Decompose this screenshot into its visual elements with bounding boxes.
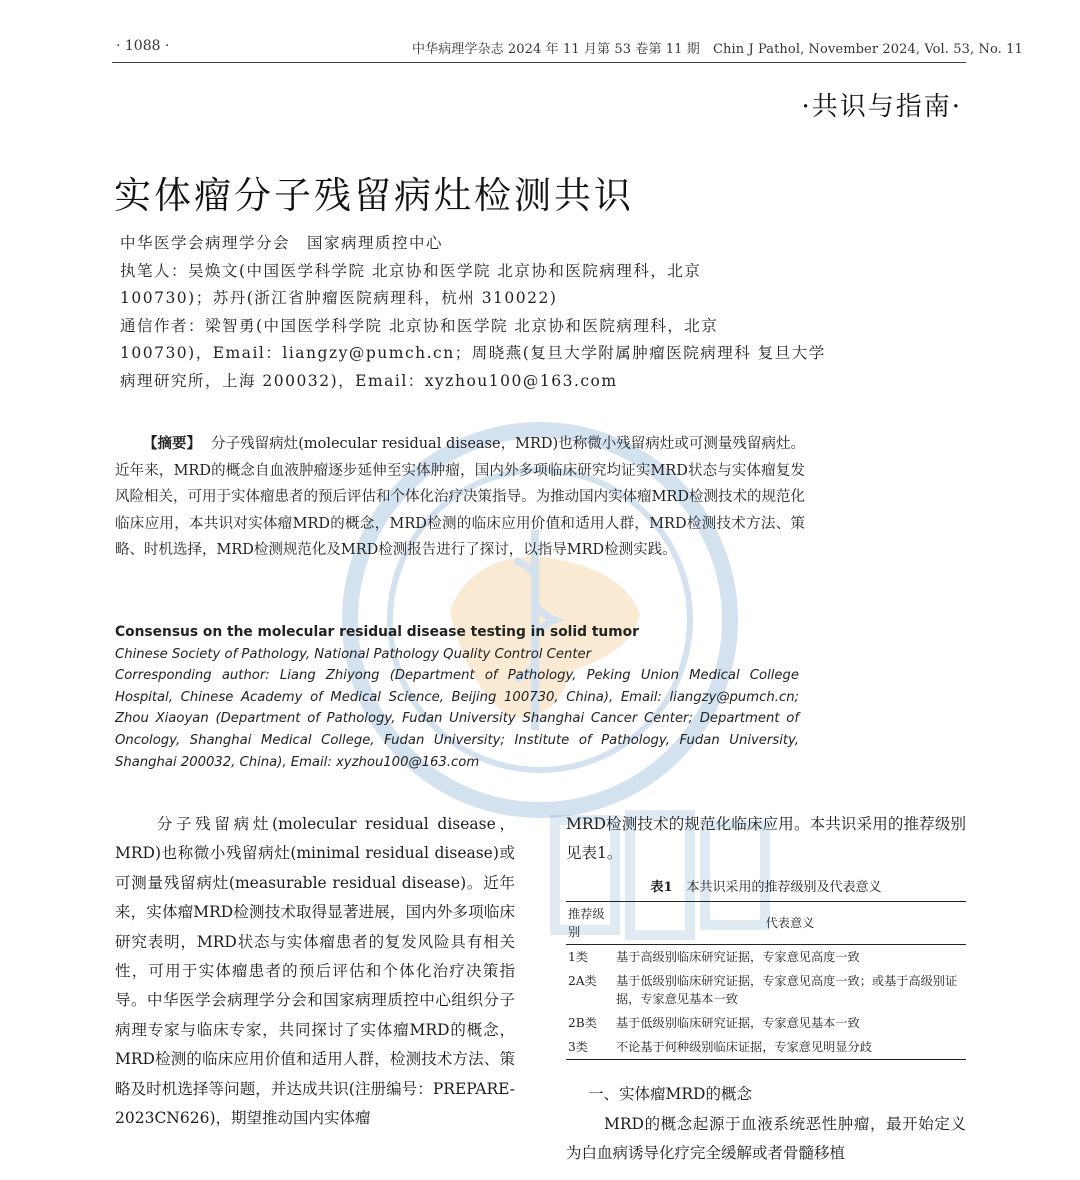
table-cell-meaning: 基于低级别临床研究证据，专家意见基本一致 <box>616 1016 860 1030</box>
recommendation-table <box>566 901 966 1060</box>
corresponding-line: 100730)，Email：liangzy@pumch.cn；周晓燕(复旦大学附属肿瘤医院病理科 复旦大学 <box>120 344 826 362</box>
corresponding-line: 通信作者：梁智勇(中国医学科学院 北京协和医学院 北京协和医院病理科，北京 <box>120 316 719 335</box>
table-1 <box>566 876 966 1060</box>
body-right-paragraph: MRD检测技术的规范化临床应用。本共识采用的推荐级别见表1。 <box>566 815 966 863</box>
english-org: Chinese Society of Pathology, National Pathology Quality Control Center <box>115 646 592 662</box>
table-cell-meaning: 基于高级别临床研究证据，专家意见高度一致 <box>616 950 860 964</box>
table-cell-grade: 2A类 <box>568 974 597 988</box>
table-cell-grade: 1类 <box>568 950 588 964</box>
table-cell-grade: 3类 <box>568 1040 588 1054</box>
english-abstract-header <box>115 622 799 773</box>
page-number: · 1088 · <box>116 38 170 54</box>
table-header-meaning: 代表意义 <box>765 916 815 930</box>
table-cell-meaning: 基于低级别临床研究证据，专家意见高度一致；或基于高级别证据，专家意见基本一致 <box>616 974 958 1006</box>
table-cell-grade: 2B类 <box>568 1016 597 1030</box>
intro-paragraph: 分子残留病灶(molecular residual disease，MRD)也称微小残留病灶(minimal residual disease)或可测量残留病灶(measurable residual disease)。近年来，实体瘤MRD检测技术取得显著进展，国内外多项临床研究表明，MRD状态与实体瘤患者的复发风险具有相关性，可用于实体瘤患者的预后评估和个体化治疗决策指导。中华医学会病理学分会和国家病理质控中心组织分子病理专家与临床专家，共同探讨了实体瘤MRD的概念，MRD检测的临床应用价值和适用人群，检测技术方法、策略及时机选择等问题，并达成共识(注册编号：PREPARE-2023CN626)，期望推动国内实体瘤 <box>115 815 515 1128</box>
author-block <box>120 230 826 395</box>
table-caption <box>566 876 966 895</box>
table-cell-meaning: 不论基于何种级别临床证据，专家意见明显分歧 <box>616 1040 872 1054</box>
section-tag: ·共识与指南· <box>801 92 962 122</box>
article-title: 实体瘤分子残留病灶检测共识 <box>114 173 634 217</box>
abstract-text: 分子残留病灶(molecular residual disease，MRD)也称微小残留病灶或可测量残留病灶。近年来，MRD的概念自血液肿瘤逐步延伸至实体肿瘤，国内外多项临床研究均证实MRD状态与实体瘤复发风险相关，可用于实体瘤患者的预后评估和个体化治疗决策指导。为推动国内实体瘤MRD检测技术的规范化临床应用，本共识对实体瘤MRD的概念，MRD检测的临床应用价值和适用人群，MRD检测技术方法、策略、时机选择，MRD检测规范化及MRD检测报告进行了探讨，以指导MRD检测实践。 <box>115 436 805 559</box>
table-row <box>566 945 966 970</box>
english-corresponding: Corresponding author: Liang Zhiyong (Department of Pathology, Peking Union Medical College Hospital, Chinese Academy of Medical Science, Beijing 100730, China), Email: liangzy@pumch.cn; Zhou Xiaoyan (Department of Pathology, Fudan University Shanghai Cancer Center; Department of Oncology, Shanghai Medical College, Fudan University; Institute of Pathology, Fudan University, Shanghai 200032, China), Email: xyzhou100@163.com <box>115 668 799 770</box>
section-heading: 一、实体瘤MRD的概念 <box>588 1085 752 1103</box>
table-row <box>566 969 966 1011</box>
english-title: Consensus on the molecular residual disease testing in solid tumor <box>115 624 639 640</box>
table-caption-label: 表1 <box>650 880 673 895</box>
abstract <box>115 431 805 564</box>
author-org: 中华医学会病理学分会 国家病理质控中心 <box>120 234 444 252</box>
writer-line: 执笔人：吴焕文(中国医学科学院 北京协和医学院 北京协和医院病理科，北京 <box>120 261 702 280</box>
table-header-grade: 推荐级别 <box>568 907 605 939</box>
journal-running-head: 中华病理学杂志 2024 年 11 月第 53 卷第 11 期 Chin J Pathol, November 2024, Vol. 53, No. 11 <box>412 42 1023 57</box>
section-paragraph-text: MRD的概念起源于血液系统恶性肿瘤，最开始定义为白血病诱导化疗完全缓解或者骨髓移植 <box>566 1115 966 1163</box>
table-row <box>566 1011 966 1035</box>
table-caption-text: 本共识采用的推荐级别及代表意义 <box>686 880 882 895</box>
body-left-column <box>115 810 515 1133</box>
abstract-label: 【摘要】 <box>143 435 202 452</box>
corresponding-line: 病理研究所，上海 200032)，Email：xyzhou100@163.com <box>120 371 618 390</box>
header-rule <box>112 62 966 63</box>
writer-line: 100730)；苏丹(浙江省肿瘤医院病理科，杭州 310022) <box>120 289 558 307</box>
section-paragraph <box>566 1110 966 1169</box>
table-row <box>566 1035 966 1060</box>
